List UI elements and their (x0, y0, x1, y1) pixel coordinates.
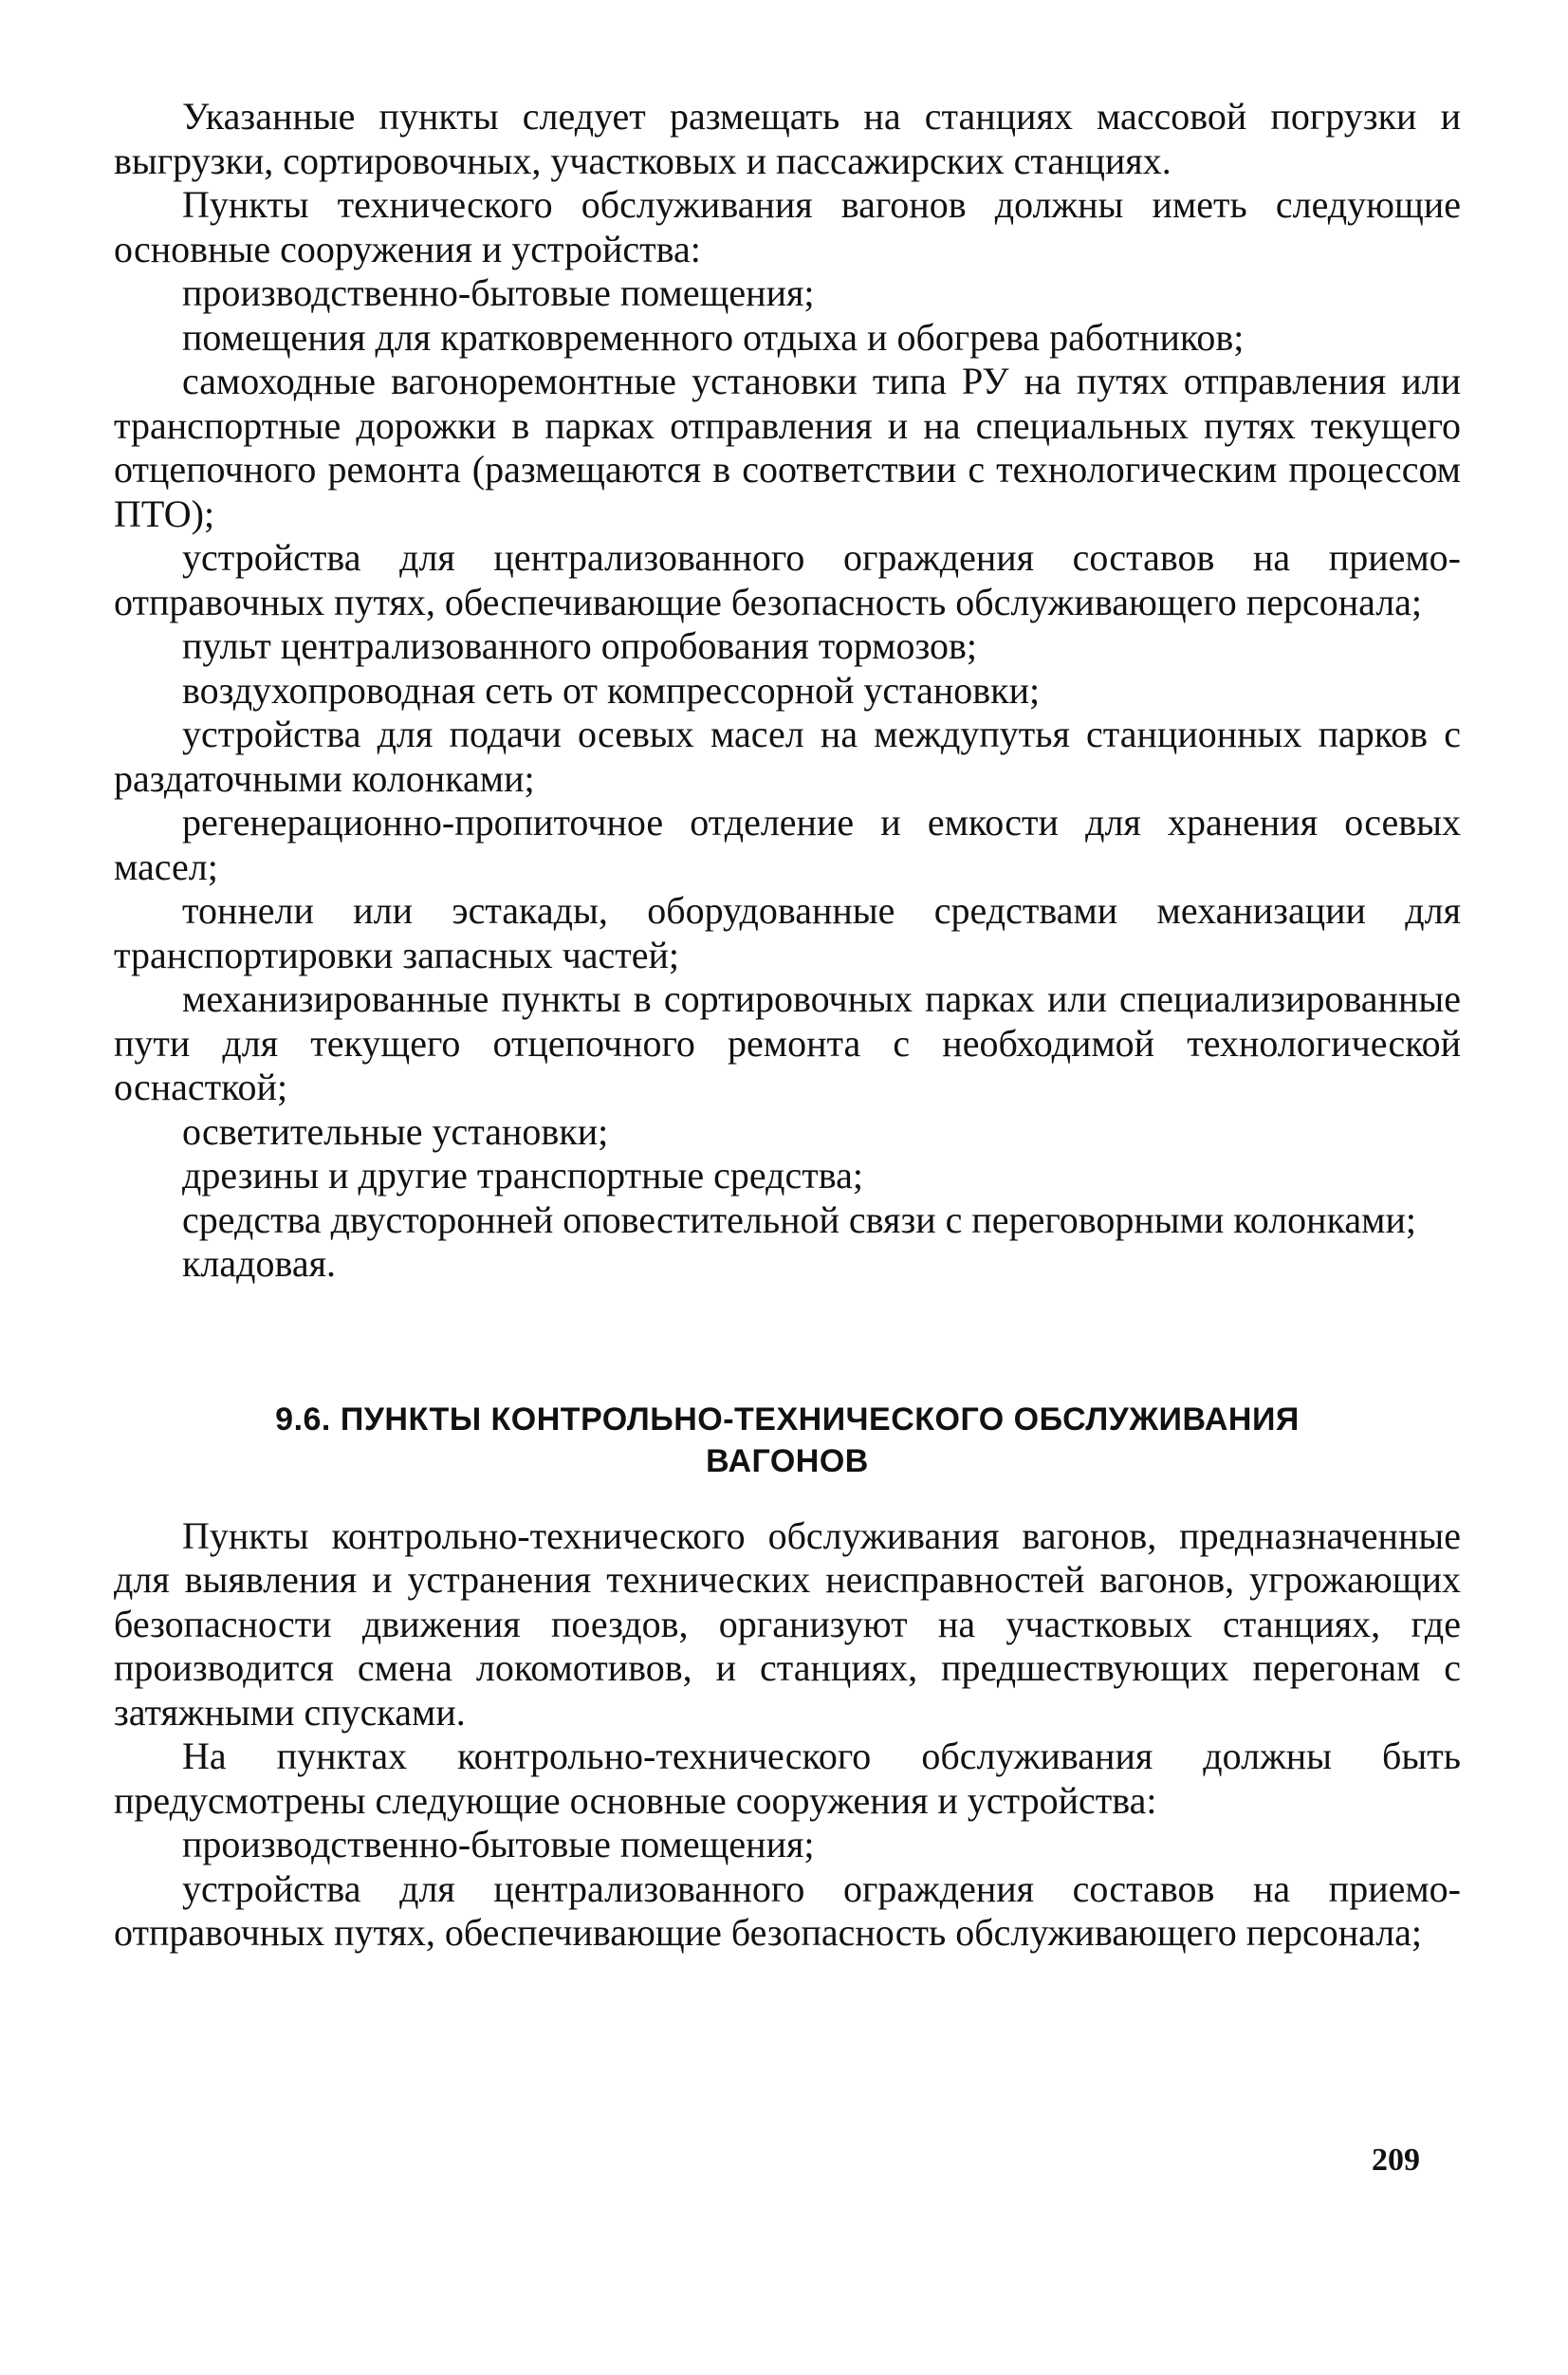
list-item: производственно-бытовые помещения; (182, 1823, 815, 1865)
list-item: дрезины и другие транспортные средства; (182, 1154, 863, 1197)
list-item: самоходные вагоноремонтные установки типа РУ на путях отправления или транспортные дорожки в парках отправления и на специальных путях текущего отцепочного ремонта (размещаются в соответствии с технологическим процессом ПТО); (114, 360, 1461, 535)
list-item: устройства для централизованного ограждения составов на приемо-отправочных путях, обеспечивающие безопасность обслуживающего персонала; (114, 536, 1461, 623)
list-item: средства двусторонней оповестительной связи с переговорными колонками; (182, 1197, 1416, 1241)
list-item: помещения для кратковременного отдыха и обогрева работников; (182, 315, 1245, 359)
section-1 (114, 95, 1461, 1287)
section-heading (114, 1399, 1461, 1482)
list-item: пульт централизованного опробования тормозов; (182, 624, 978, 667)
list-item: механизированные пункты в сортировочных парках или специализированные пути для текущего отцепочного ремонта с необходимой технологической оснасткой; (114, 977, 1461, 1108)
list-item: регенерационно-пропиточное отделение и емкости для хранения осевых масел; (114, 801, 1461, 888)
list-item: устройства для централизованного ограждения составов на приемо-отправочных путях, обеспечивающие безопасность обслуживающего персонала; (114, 1866, 1461, 1954)
lead-paragraph: Пункты технического обслуживания вагонов должны иметь следующие основные сооружения и устройства: (114, 183, 1461, 270)
lead-paragraph: На пунктах контрольно-технического обслуживания должны быть предусмотрены следующие основные сооружения и устройства: (114, 1735, 1461, 1822)
page-number: 209 (1372, 2143, 1420, 2178)
list-item: воздухопроводная сеть от компрессорной установки; (182, 668, 1041, 712)
section-heading-line-1: 9.6. ПУНКТЫ КОНТРОЛЬНО-ТЕХНИЧЕСКОГО ОБСЛУЖИВАНИЯ (275, 1401, 1300, 1438)
section-heading-line-2: ВАГОНОВ (706, 1442, 869, 1479)
page-content (114, 95, 1461, 1956)
list-item: осветительные установки; (182, 1109, 609, 1153)
intro-paragraph: Указанные пункты следует размещать на станциях массовой погрузки и выгрузки, сортировочных, участковых и пассажирских станциях. (114, 95, 1461, 182)
body-paragraph: Пункты контрольно-технического обслуживания вагонов, предназначенные для выявления и устранения технических неисправностей вагонов, угрожающих безопасности движения поездов, организуют на участковых станциях, где производится смена локомотивов, и станциях, предшествующих перегонам с затяжными спусками. (114, 1513, 1461, 1734)
list-item: кладовая. (182, 1242, 337, 1285)
list-item: производственно-бытовые помещения; (182, 271, 815, 314)
list-item: устройства для подачи осевых масел на междупутья станционных парков с раздаточными колонками; (114, 713, 1461, 800)
section-2 (114, 1514, 1461, 1956)
list-item: тоннели или эстакады, оборудованные средствами механизации для транспортировки запасных частей; (114, 889, 1461, 976)
